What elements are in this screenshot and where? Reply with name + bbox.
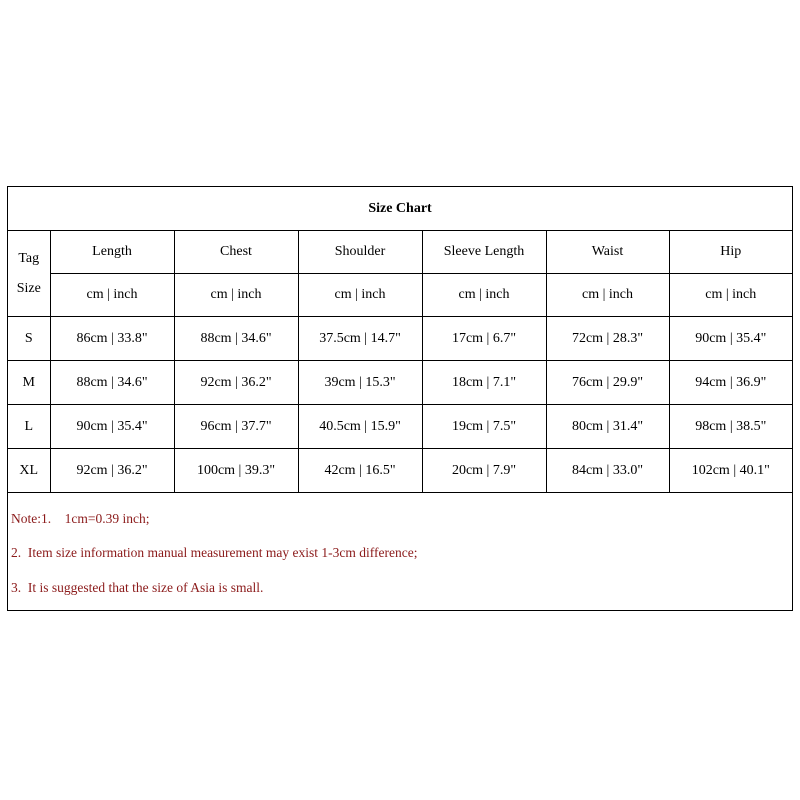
unit-label: cm | inch: [50, 274, 174, 317]
size-chart-table: [8, 187, 792, 493]
note-measurement-difference: 2. Item size information manual measurement may exist 1-3cm difference;: [11, 545, 418, 560]
size-cell: XL: [8, 449, 50, 493]
table-cell: 72cm | 28.3": [546, 317, 669, 361]
table-cell: 39cm | 15.3": [298, 361, 422, 405]
table-cell: 37.5cm | 14.7": [298, 317, 422, 361]
size-cell: L: [8, 405, 50, 449]
table-cell: 20cm | 7.9": [422, 449, 546, 493]
table-cell: 86cm | 33.8": [50, 317, 174, 361]
table-cell: 84cm | 33.0": [546, 449, 669, 493]
note-conversion: Note:1. 1cm=0.39 inch;: [11, 511, 150, 526]
table-cell: 88cm | 34.6": [50, 361, 174, 405]
table-cell: 102cm | 40.1": [669, 449, 792, 493]
column-header-sleeve-length: Sleeve Length: [422, 231, 546, 274]
table-cell: 19cm | 7.5": [422, 405, 546, 449]
notes-section: [8, 492, 792, 610]
table-cell: 98cm | 38.5": [669, 405, 792, 449]
table-cell: 92cm | 36.2": [174, 361, 298, 405]
unit-label: cm | inch: [174, 274, 298, 317]
table-cell: 17cm | 6.7": [422, 317, 546, 361]
chart-title: Size Chart: [8, 187, 792, 231]
column-header-chest: Chest: [174, 231, 298, 274]
table-cell: 94cm | 36.9": [669, 361, 792, 405]
column-header-shoulder: Shoulder: [298, 231, 422, 274]
table-cell: 80cm | 31.4": [546, 405, 669, 449]
unit-label: cm | inch: [298, 274, 422, 317]
table-cell: 42cm | 16.5": [298, 449, 422, 493]
unit-label: cm | inch: [422, 274, 546, 317]
column-header-waist: Waist: [546, 231, 669, 274]
table-cell: 18cm | 7.1": [422, 361, 546, 405]
table-cell: 40.5cm | 15.9": [298, 405, 422, 449]
table-row: [8, 361, 792, 405]
unit-label: cm | inch: [546, 274, 669, 317]
table-cell: 100cm | 39.3": [174, 449, 298, 493]
unit-label: cm | inch: [669, 274, 792, 317]
size-chart-frame: [7, 186, 793, 611]
tag-size-header: [8, 231, 50, 317]
column-header-hip: Hip: [669, 231, 792, 274]
table-cell: 90cm | 35.4": [669, 317, 792, 361]
tag-label: Tag: [18, 250, 40, 266]
table-cell: 88cm | 34.6": [174, 317, 298, 361]
note-asia-size: 3. It is suggested that the size of Asia is small.: [11, 580, 264, 595]
table-row: [8, 317, 792, 361]
table-cell: 96cm | 37.7": [174, 405, 298, 449]
table-row: [8, 449, 792, 493]
table-cell: 92cm | 36.2": [50, 449, 174, 493]
column-header-length: Length: [50, 231, 174, 274]
size-label: Size: [16, 280, 41, 296]
table-cell: 76cm | 29.9": [546, 361, 669, 405]
size-cell: S: [8, 317, 50, 361]
table-row: [8, 405, 792, 449]
size-cell: M: [8, 361, 50, 405]
table-cell: 90cm | 35.4": [50, 405, 174, 449]
